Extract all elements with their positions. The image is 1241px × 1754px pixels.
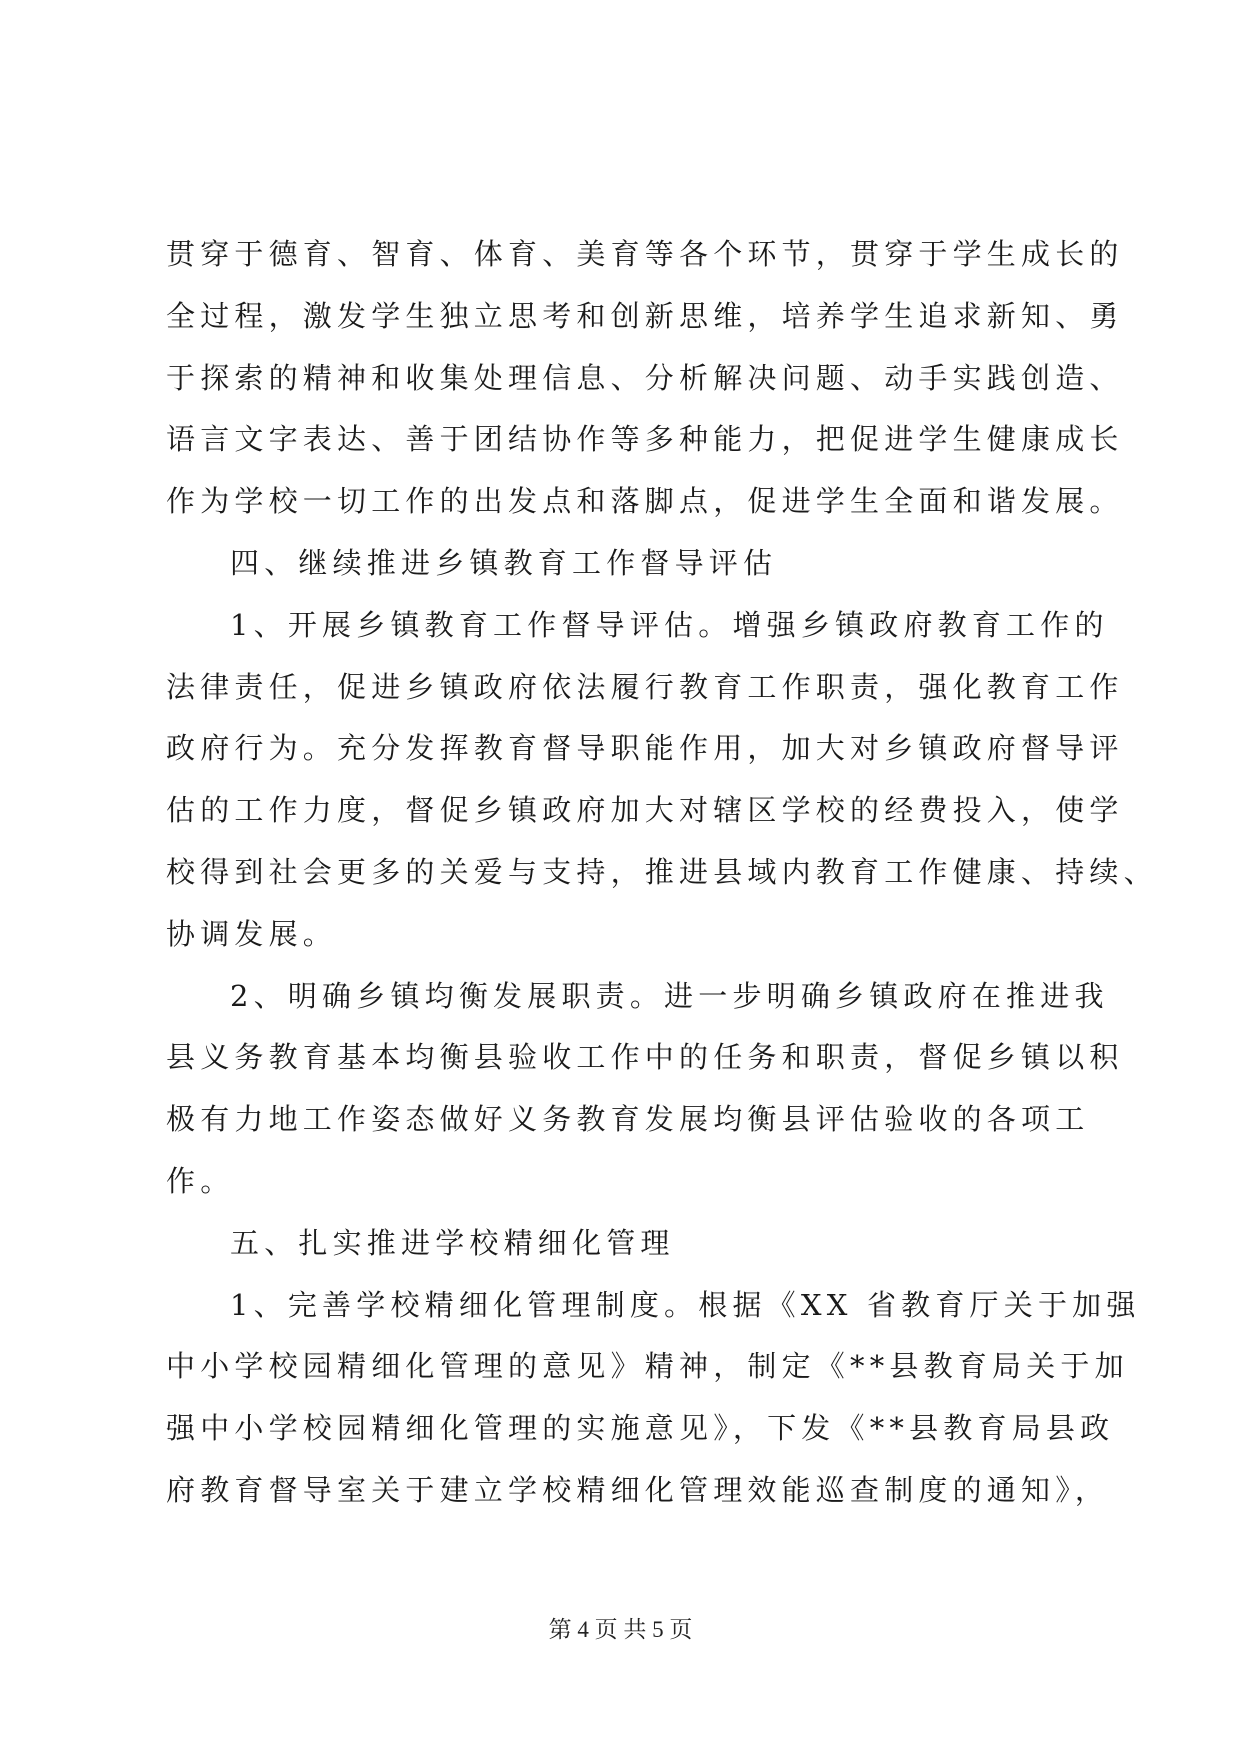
section-heading-4: 四、继续推进乡镇教育工作督导评估: [230, 545, 778, 580]
body-line-2: 全过程，激发学生独立思考和创新思维，培养学生追求新知、勇: [166, 298, 1124, 333]
body-line-12: 协调发展。: [166, 916, 338, 951]
body-line-7: 1、开展乡镇教育工作督导评估。增强乡镇政府教育工作的: [230, 607, 1109, 642]
document-body: [166, 224, 1158, 1522]
body-line-20: 强中小学校园精细化管理的实施意见》，下发《**县教育局县政: [166, 1411, 1115, 1446]
body-line-4: 语言文字表达、善于团结协作等多种能力，把促进学生健康成长: [166, 422, 1124, 457]
body-line-11: 校得到社会更多的关爱与支持，推进县域内教育工作健康、持续、: [166, 854, 1158, 889]
body-line-3: 于探索的精神和收集处理信息、分析解决问题、动手实践创造、: [166, 360, 1124, 395]
page-number-footer: 第 4 页 共 5 页: [548, 1617, 693, 1642]
body-line-8: 法律责任，促进乡镇政府依法履行教育工作职责，强化教育工作: [166, 669, 1124, 704]
body-line-21: 府教育督导室关于建立学校精细化管理效能巡查制度的通知》，: [166, 1472, 1110, 1507]
body-line-15: 极有力地工作姿态做好义务教育发展均衡县评估验收的各项工: [166, 1102, 1090, 1137]
body-line-9: 政府行为。充分发挥教育督导职能作用，加大对乡镇政府督导评: [166, 731, 1124, 766]
body-line-5: 作为学校一切工作的出发点和落脚点，促进学生全面和谐发展。: [166, 484, 1124, 519]
body-line-14: 县义务教育基本均衡县验收工作中的任务和职责，督促乡镇以积: [166, 1040, 1124, 1075]
body-line-18: 1、完善学校精细化管理制度。根据《XX 省教育厅关于加强: [230, 1287, 1141, 1322]
body-line-1: 贯穿于德育、智育、体育、美育等各个环节，贯穿于学生成长的: [166, 237, 1124, 271]
body-line-13: 2、明确乡镇均衡发展职责。进一步明确乡镇政府在推进我: [230, 978, 1109, 1013]
body-line-10: 估的工作力度，督促乡镇政府加大对辖区学校的经费投入，使学: [166, 793, 1124, 828]
body-line-16: 作。: [166, 1163, 235, 1198]
section-heading-5: 五、扎实推进学校精细化管理: [230, 1225, 675, 1260]
body-line-19: 中小学校园精细化管理的意见》精神，制定《**县教育局关于加: [166, 1349, 1129, 1384]
